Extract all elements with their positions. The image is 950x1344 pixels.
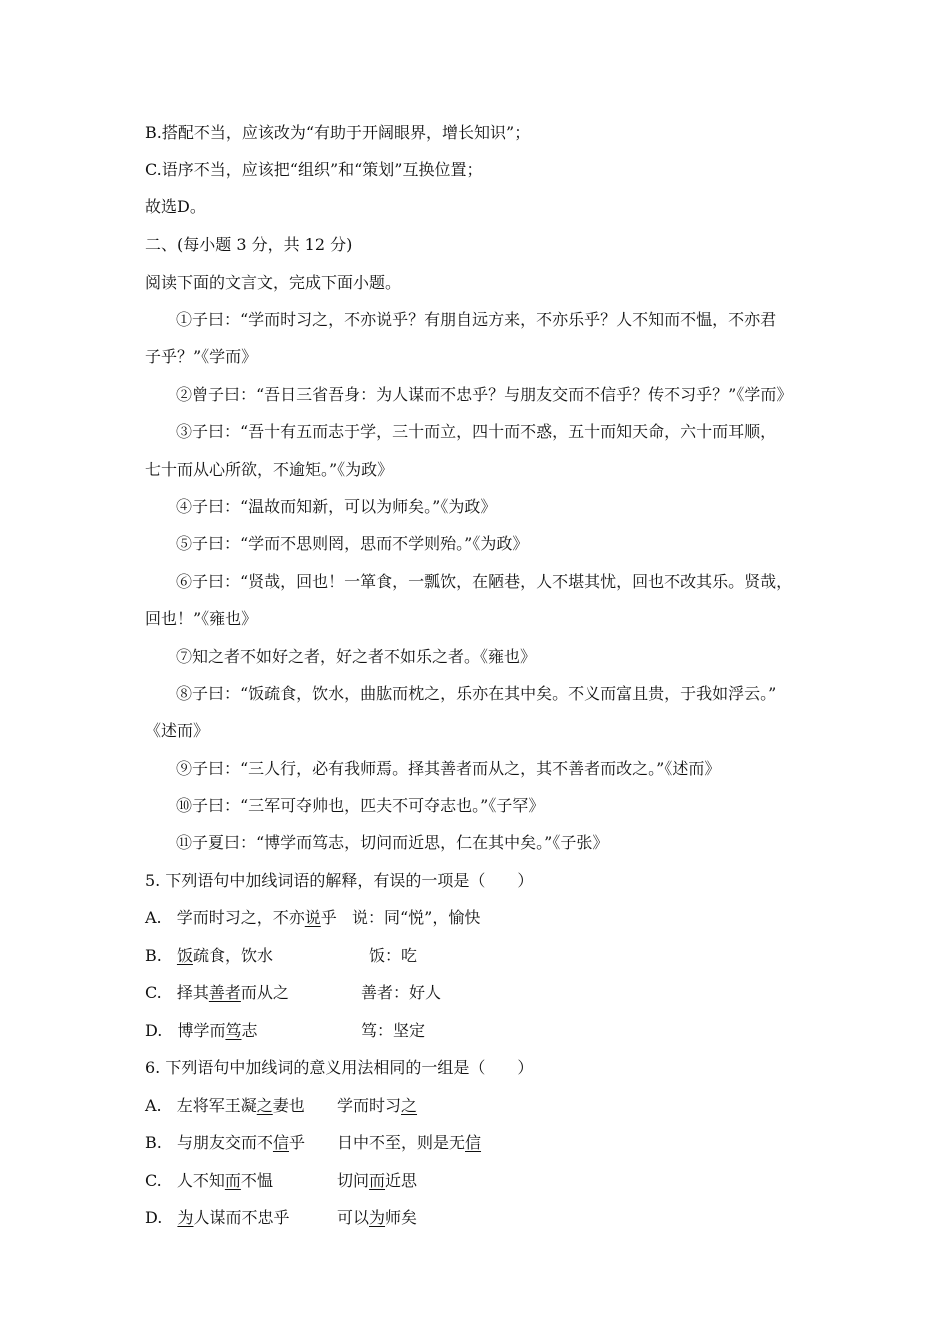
underlined-word: 饭 xyxy=(176,946,193,965)
phrase-b-post: 师矣 xyxy=(385,1208,418,1227)
underlined-word: 笃 xyxy=(225,1021,242,1040)
option-text-post: 疏食，饮水 xyxy=(192,946,273,965)
passage-2: ②曾子曰：“吾日三省吾身：为人谋而不忠乎？与朋友交而不信乎？传不习乎？”《学而》 xyxy=(176,385,793,404)
passage-8-line-2: 《述而》 xyxy=(145,721,210,740)
underlined-word: 之 xyxy=(401,1096,418,1115)
q5-option-a xyxy=(145,908,337,928)
passage-7: ⑦知之者不如好之者，好之者不如乐之者。《雍也》 xyxy=(176,647,537,666)
option-label: B. xyxy=(145,1133,162,1152)
q5-option-d xyxy=(145,1021,257,1041)
underlined-word: 善者 xyxy=(208,983,241,1002)
option-label: C. xyxy=(145,1171,162,1190)
phrase-b-pre: 学而时习 xyxy=(337,1096,402,1115)
passage-11: ⑪子夏曰：“博学而笃志，切问而近思，仁在其中矣。”《子张》 xyxy=(176,833,609,852)
passage-9: ⑨子曰：“三人行，必有我师焉。择其善者而从之，其不善者而改之。”《述而》 xyxy=(176,759,721,778)
phrase-a-pre: 与朋友交而不 xyxy=(176,1133,273,1152)
underlined-word: 为 xyxy=(369,1208,386,1227)
passage-1-line-2: 子乎？”《学而》 xyxy=(145,347,258,366)
option-text-post: 志 xyxy=(241,1021,258,1040)
line-answer-b: B.搭配不当，应该改为“有助于开阔眼界，增长知识”； xyxy=(145,123,531,142)
option-text-post: 而从之 xyxy=(240,983,289,1002)
q5-option-b-explanation: 饭：吃 xyxy=(369,946,418,965)
q6-option-d xyxy=(145,1208,289,1228)
line-answer-final: 故选D。 xyxy=(145,197,206,216)
q6-option-c xyxy=(145,1171,273,1191)
underlined-word: 之 xyxy=(256,1096,273,1115)
phrase-b-post: 近思 xyxy=(385,1171,418,1190)
q6-option-c-phrase-b xyxy=(337,1171,417,1191)
passage-3-line-1: ③子曰：“吾十有五而志于学，三十而立，四十而不惑，五十而知天命，六十而耳顺， xyxy=(176,422,777,441)
q6-option-a-phrase-b xyxy=(337,1096,417,1116)
phrase-a-post: 乎 xyxy=(288,1133,305,1152)
underlined-word: 信 xyxy=(465,1133,482,1152)
option-label: C. xyxy=(145,983,162,1002)
phrase-a-pre: 左将军王凝 xyxy=(176,1096,257,1115)
q5-option-c xyxy=(145,983,289,1003)
passage-10: ⑩子曰：“三军可夺帅也，匹夫不可夺志也。”《子罕》 xyxy=(176,796,545,815)
phrase-a-post: 人谋而不忠乎 xyxy=(193,1208,290,1227)
phrase-b-pre: 可以 xyxy=(337,1208,370,1227)
q6-option-d-phrase-b xyxy=(337,1208,417,1228)
option-text-pre: 择其 xyxy=(176,983,209,1002)
q5-option-c-explanation: 善者：好人 xyxy=(361,983,442,1002)
q6-option-b xyxy=(145,1133,305,1153)
passage-5: ⑤子曰：“学而不思则罔，思而不学则殆。”《为政》 xyxy=(176,534,529,553)
underlined-word: 而 xyxy=(369,1171,386,1190)
phrase-b-pre: 切问 xyxy=(337,1171,370,1190)
option-text-post: 乎 xyxy=(320,908,337,927)
option-label: A. xyxy=(145,1096,162,1115)
option-text-pre: 学而时习之，不亦 xyxy=(176,908,305,927)
passage-1-line-1: ①子曰：“学而时习之，不亦说乎？有朋自远方来，不亦乐乎？人不知而不愠，不亦君 xyxy=(176,310,777,329)
phrase-a-post: 不愠 xyxy=(240,1171,273,1190)
reading-instruction: 阅读下面的文言文，完成下面小题。 xyxy=(145,273,402,292)
option-label: A. xyxy=(145,908,162,927)
underlined-word: 说 xyxy=(304,908,321,927)
line-answer-c: C.语序不当，应该把“组织”和“策划”互换位置； xyxy=(145,160,483,179)
option-label: D. xyxy=(145,1021,163,1040)
q6-option-a xyxy=(145,1096,305,1116)
underlined-word: 而 xyxy=(224,1171,241,1190)
passage-6-line-1: ⑥子曰：“贤哉，回也！一箪食，一瓢饮，在陋巷，人不堪其忧，回也不改其乐。贤哉， xyxy=(176,572,793,591)
q5-option-a-explanation: 说：同“悦”，愉快 xyxy=(352,908,481,927)
q6-option-b-phrase-b xyxy=(337,1133,481,1153)
section-heading: 二、(每小题 3 分，共 12 分) xyxy=(145,235,353,254)
phrase-b-pre: 日中不至，则是无 xyxy=(337,1133,466,1152)
option-label: B. xyxy=(145,946,162,965)
question-6-stem: 6. 下列语句中加线词的意义用法相同的一组是（ ） xyxy=(145,1058,534,1077)
underlined-word: 信 xyxy=(272,1133,289,1152)
passage-6-line-2: 回也！”《雍也》 xyxy=(145,609,258,628)
option-label: D. xyxy=(145,1208,163,1227)
phrase-a-post: 妻也 xyxy=(272,1096,305,1115)
phrase-a-pre: 人不知 xyxy=(176,1171,225,1190)
passage-4: ④子曰：“温故而知新，可以为师矣。”《为政》 xyxy=(176,497,497,516)
q5-option-d-explanation: 笃：坚定 xyxy=(361,1021,426,1040)
passage-3-line-2: 七十而从心所欲，不逾矩。”《为政》 xyxy=(145,460,394,479)
passage-8-line-1: ⑧子曰：“饭疏食，饮水，曲肱而枕之，乐亦在其中矣。不义而富且贵，于我如浮云。” xyxy=(176,684,777,703)
question-5-stem: 5. 下列语句中加线词语的解释，有误的一项是（ ） xyxy=(145,871,534,890)
option-text-pre: 博学而 xyxy=(177,1021,226,1040)
underlined-word: 为 xyxy=(177,1208,194,1227)
q5-option-b xyxy=(145,946,273,966)
